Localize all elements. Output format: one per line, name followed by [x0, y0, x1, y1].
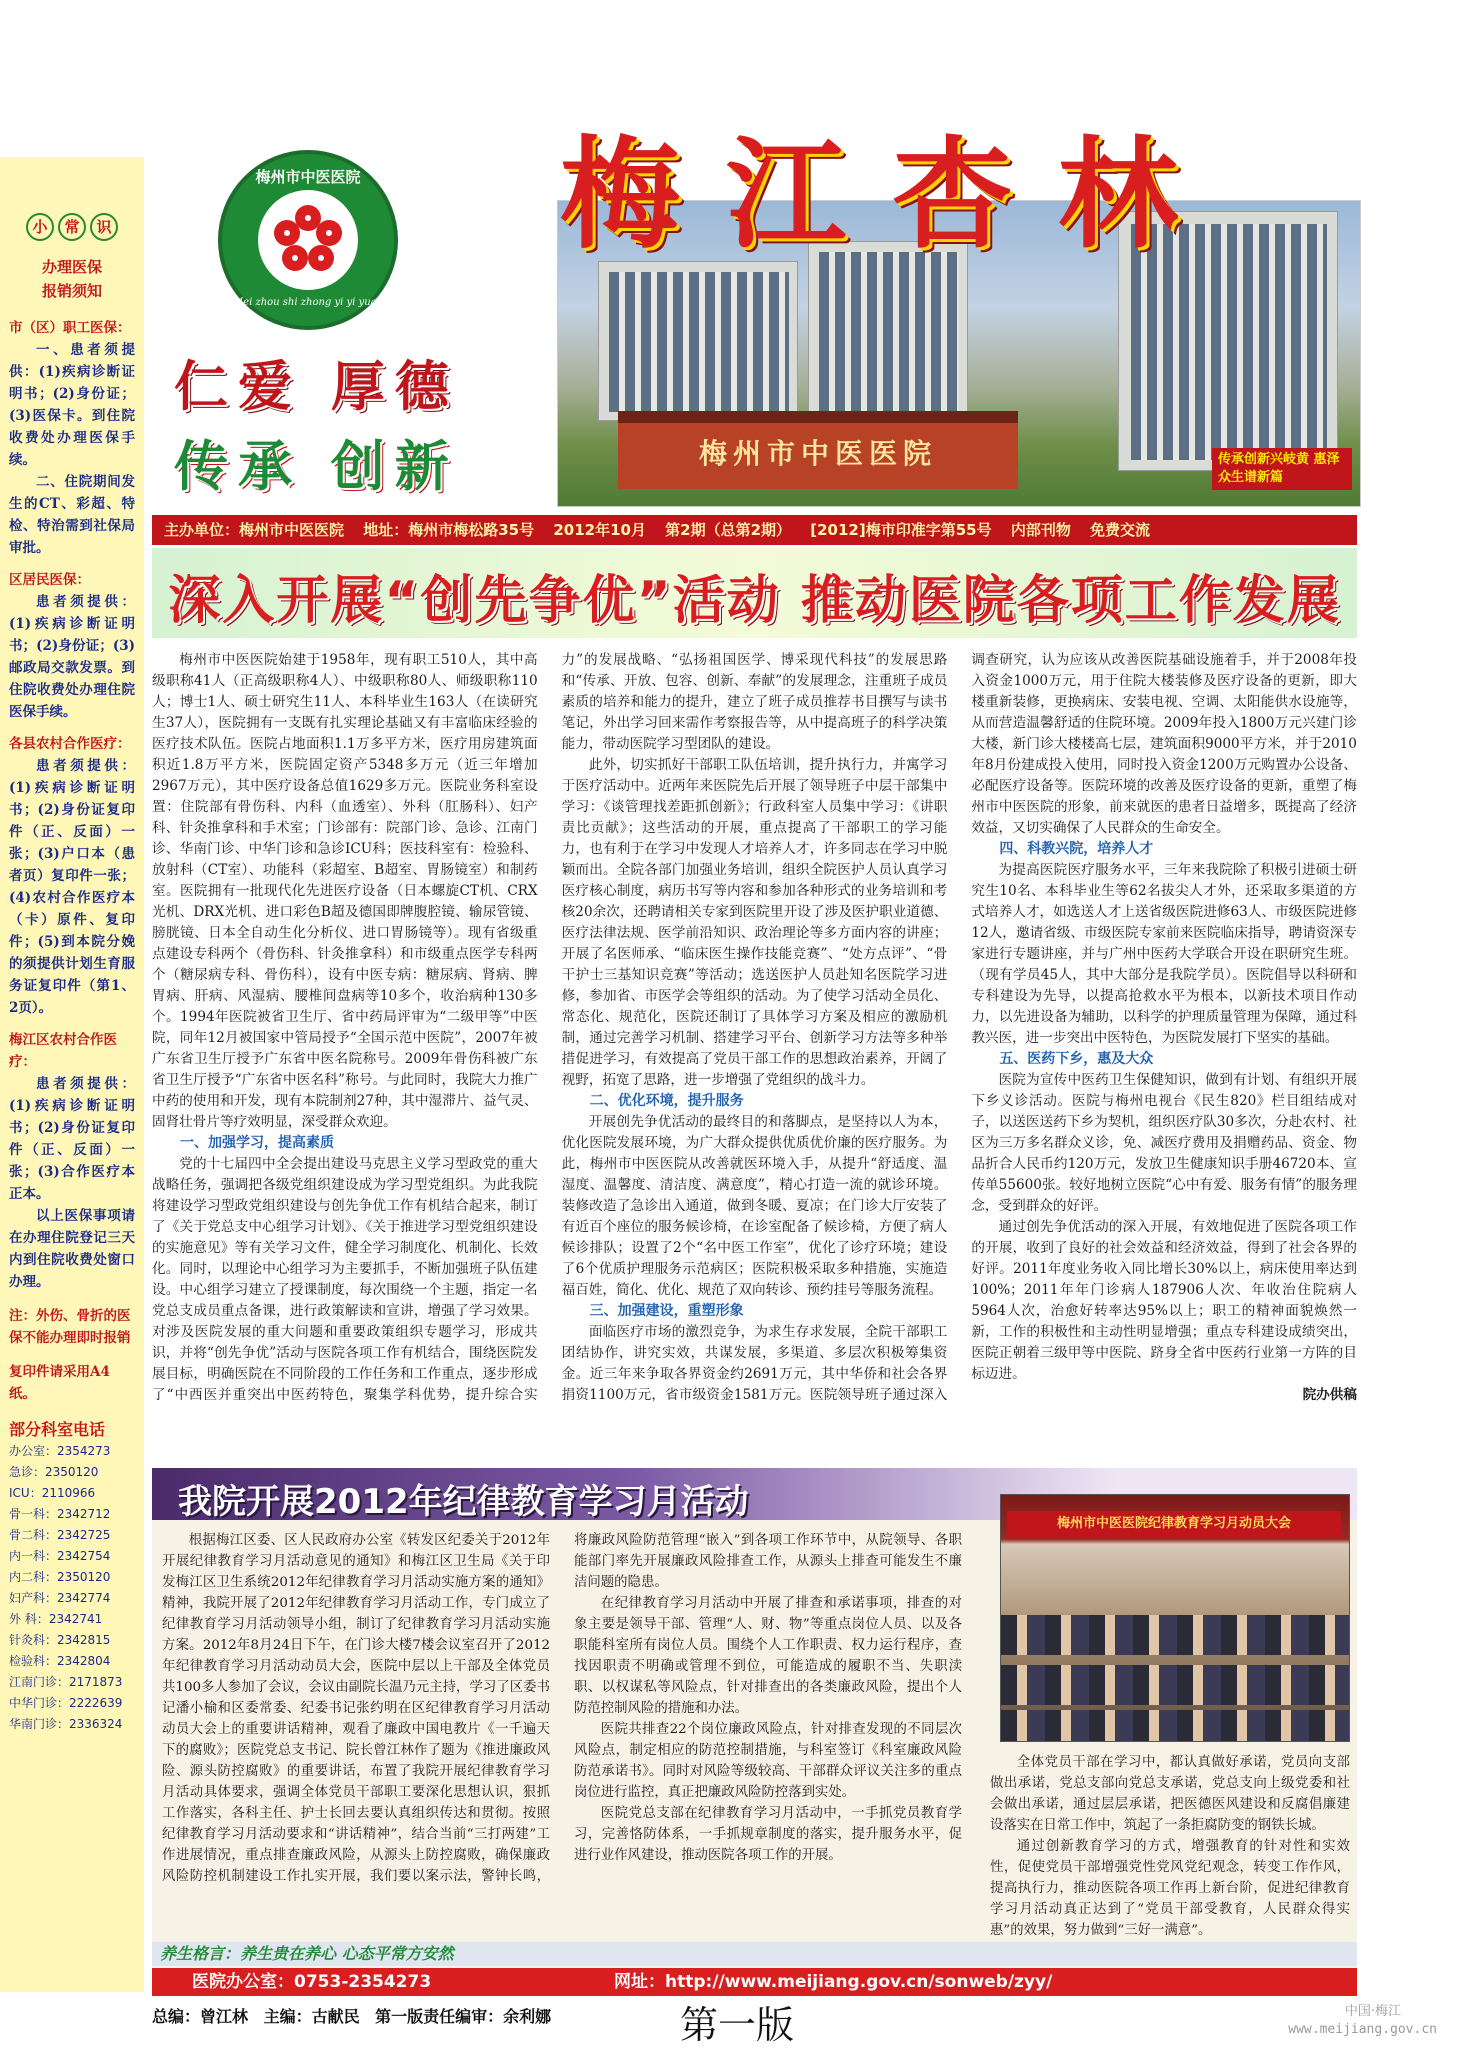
audience-row: [1001, 1665, 1349, 1705]
article-paragraph: 党的十七届四中全会提出建设马克思主义学习型政党的重大战略任务，强调把各级党组织建设成为学习型党组织。为此我院将建设学习型政党组织建设与创先争优工作有机结合起来，制订了《关于党总支中心组学习计划》、《关于推进学习型党组织建设的实施意见》等有关学习文件，健全学习制度化、机制化、长效化。同时，以理论中心组学习为主要抓手，不断加强班子队伍建设。中心组学习建立了授课制度，每次围绕一个主题，指定一名党总支成员重点备课，进行政策解读和宣讲，增强了学习效果。对涉及医院发展的重大问题和重要政策组织专题学习，形成共识，并将“创先争优”活动与医院各项工作有机结合，围绕医院发展目标，明确医院在不同阶段的工作任务和工作重点，逐步形成了“中西医并重突出中医药特色，聚集学科优势，提升综合实力”的发展战略、“弘扬祖国医学、博采现代科技”的发展思路和“传承、开放、包容、创新、奉献”的发展理念，注重班子成员素质的培养和能力的提升，建立了班子成员推荐书目撰写与读书笔记，外出学习回来需作考察报告等，从中提高班子的科学决策能力，带动医院学习型团队的建设。: [152, 652, 948, 1403]
article-subheading: 一、加强学习，提高素质: [180, 1135, 334, 1151]
phone-list: [9, 1441, 135, 1735]
tips-title: 办理医保 报销须知: [41, 258, 102, 300]
contact-bar: [152, 1968, 1357, 1996]
meeting-banner: 梅州市中医医院纪律教育学习月动员大会: [1007, 1511, 1341, 1537]
article-subheading: 三、加强建设，重塑形象: [589, 1303, 744, 1319]
sidebar-tips: [0, 157, 144, 1992]
publication-info-bar: 主办单位：梅州市中医医院 地址：梅州市梅松路35号 2012年10月 第2期（总第2期） [2012]梅市印准字第55号 内部刊物 免费交流: [152, 515, 1357, 545]
phone-entry: 妇产科：2342774: [9, 1591, 111, 1605]
audience-row: [1001, 1615, 1349, 1655]
phone-entry: 办公室：2354273: [9, 1444, 111, 1458]
tips-section-text: 患者须提供：(1)疾病诊断证明书；(2)身份证复印件（正、反面）一张；(3)户口本（患者页）复印件一张；(4)农村合作医疗本（卡）原件、复印件；(5)到本院分娩的须提供计划生育服务证复印件（第1、2页）。: [9, 758, 135, 1016]
tips-section-text: 患者须提供：(1)疾病诊断证明书；(2)身份证；(3)邮政局交款发票。到住院收费处办理住院医保手续。: [9, 594, 135, 720]
website-link[interactable]: 网址：http://www.meijiang.gov.cn/sonweb/zyy/: [614, 1972, 1053, 1992]
article-paragraph: 医院为宣传中医药卫生保健知识，做到有计划、有组织开展下乡义诊活动。医院与梅州电视台《民生820》栏目组结成对子，以送医送药下乡为契机，组织医疗队30多次，分赴农村、社区为三万多名群众义诊，免、减医疗费用及捐赠药品、资金、物品折合人民币约120万元，发放卫生健康知识手册46720本、宣传单55600张。较好地树立医院“心中有爱、服务有情”的服务理念，受到群众的好评。: [971, 1072, 1357, 1214]
article-paragraph: 梅州市中医医院始建于1958年，现有职工510人，其中高级职称41人（正高级职称4人）、中级职称80人、师级职称110人；博士1人、硕士研究生11人、本科毕业生163人（在读研究生37人），医院拥有一支既有扎实理论基础又有丰富临床经验的医疗技术队伍。医院占地面积1.1万多平方米，医疗用房建筑面积近1.8万平方米，医院固定资产5348多万元（近三年增加2967万元），其中医疗设备总值1629多万元。医院业务科室设置：住院部有骨伤科、内科（血透室）、外科（肛肠科）、妇产科、针灸推拿科和手术室；门诊部有：院部门诊、急诊、江南门诊、华南门诊、中华门诊和急诊ICU科；医技科室有：检验科、放射科（CT室）、功能科（彩超室、B超室、胃肠镜室）和制药室。医院拥有一批现代化先进医疗设备（日本螺旋CT机、CRX光机、DRX光机、进口彩色B超及德国即牌腹腔镜、输尿管镜、膀胱镜、日本全自动生化分析仪、进口胃肠镜等）。现有省级重点建设专科两个（骨伤科、针灸推拿科）和市级重点医学专科两个（糖尿病专科、骨伤科），设有中医专病：糖尿病、肾病、脾胃病、肝病、风湿病、腰椎间盘病等10多个，收治病种130多个。1994年医院被省卫生厅、省中药局评审为“二级甲等”中医院，同年12月被国家中管局授予“全国示范中医院”，2007年被广东省卫生厅授予广东省中医名院称号。2009年骨伤科被广东省卫生厅授予“广东省中医名科”称号。与此同时，我院大力推广中药的使用和开发，现有本院制剂27种，其中湿滞片、益气灵、固肾壮骨片等疗效明显，深受群众欢迎。: [152, 652, 538, 1130]
section-article-continued: 全体党员干部在学习中，都认真做好承诺，党员向支部做出承诺，党总支部向党总支承诺，党总支向上级党委和社会做出承诺，通过层层承诺，把医德医风建设和反腐倡廉建设落实在日常工作中，筑起了一条拒腐防变的钢铁长城。 通过创新教育学习的方式，增强教育的针对性和实效性，促使党员干部增强党性党风党纪观念，转变工作作风，提高执行力，推动医院各项工作再上新台阶，促进纪律教育学习月活动真正达到了“党员干部受教育，人民群众得实惠”的效果，努力做到“三好一满意”。: [990, 1752, 1350, 1952]
hospital-logo: [218, 150, 398, 330]
watermark-url: www.meijiang.gov.cn: [1288, 2022, 1437, 2037]
phone-entry: 针灸科：2342815: [9, 1633, 111, 1647]
phone-entry: 内二科：2350120: [9, 1570, 111, 1584]
phone-entry: 检验科：2342804: [9, 1654, 111, 1668]
tips-section-heading: 梅江区农村合作医疗：: [9, 1032, 117, 1070]
logo-en-text: Mei zhou shi zhong yi yi yuan: [232, 297, 384, 308]
lead-headline: 深入开展“创先争优”活动 推动医院各项工作发展: [168, 571, 1341, 631]
article-paragraph: 通过创先争优活动的深入开展，有效地促进了医院各项工作的开展，收到了良好的社会效益和经济效益，得到了社会各界的好评。2011年度业务收入同比增长30%以上，病床使用率达到100%；2011年年门诊病人187906人次、年收治住院病人5964人次，治愈好转率达95%以上；职工的精神面貌焕然一新，工作的积极性和主动性明显增强；重点专科建设成绩突出，医院正朝着三级甲等中医院、跻身全省中医药行业第一方阵的目标迈进。: [971, 1219, 1357, 1382]
phone-entry: 中华门诊：2222639: [9, 1696, 123, 1710]
tips-sections: [9, 317, 135, 1293]
article-paragraph: 为提高医院医疗服务水平，三年来我院除了积极引进硕士研究生10名、本科毕业生等62名拔尖人才外，还采取多渠道的方式培养人才，如选送人才上送省级医院进修63人、市级医院进修12人，邀请省级、市级医院专家前来医院临床指导，聘请资深专家进行专题讲座，并与广州中医药大学联合开设在职研究生班。（现有学员45人，其中大部分是我院学员）。医院倡导以科研和专科建设为先导，以提高抢救水平为根本，以新技术项目作动力，以先进设备为辅助，以科学的护理质量管理为保障，通过科教兴医，进一步突出中医特色，为医院发展打下坚实的基础。: [971, 862, 1357, 1046]
discipline-education-section: [152, 1468, 1357, 1968]
article-paragraph: 面临医疗市场的激烈竞争，为求生存求发展，全院干部职工团结协作，讲究实效，共谋发展，多渠道、多层次积极筹集资金。近三年来争取各界资金约2691万元，其中华侨和社会各界捐资1100万元，省市级资金1581万元。医院领导班子通过深入调查研究，认为应该从改善医院基础设施着手，并于2008年投入资金1000万元，用于住院大楼装修及医疗设备的更新，即大楼重新装修，更换病床、安装电视、空调、太阳能供水设施等，从而营造温馨舒适的住院环境。2009年投入1800万元兴建门诊大楼，新门诊大楼楼高七层，建筑面积9000平方米，并于2010年8月份建成投入使用，同时投入资金1200万元购置办公设备、必配医疗设备等。医院环境的改善及医疗设备的更新，重塑了梅州市中医医院的形象，前来就医的患者日益增多，既提高了经济效益，又切实确保了人民群众的生命安全。: [561, 652, 1357, 1403]
section-title: 我院开展2012年纪律教育学习月活动: [178, 1482, 749, 1522]
section-article: 根据梅江区委、区人民政府办公室《转发区纪委关于2012年开展纪律教育学习月活动意见的通知》和梅江区卫生局《关于印发梅江区卫生系统2012年纪律教育学习月活动实施方案的通知》精神，我院开展了2012年纪律教育学习月活动工作，专门成立了纪律教育学习月活动领导小组，制订了纪律教育学习月活动实施方案。2012年8月24日下午，在门诊大楼7楼会议室召开了2012年纪律教育学习月活动动员大会，医院中层以上干部及全体党员共100多人参加了会议，会议由副院长温乃元主持，学习了区委书记潘小榆和区委常委、纪委书记张约明在区纪律教育学习月活动动员大会上的重要讲话精神，观看了廉政中国电教片《一千遍天下的腐败》；医院党总支书记、院长曾江林作了题为《推进廉政风险、源头防控腐败》的重要讲话，布置了我院开展纪律教育学习月活动具体要求，强调全体党员干部职工要深化思想认识，狠抓工作落实，各科主任、护士长回去要认真组织传达和贯彻。按照纪律教育学习月活动要求和“讲话精神”，结合当前“三打两建”工作进展情况，重点排查廉政风险，从源头上防控腐败，确保廉政风险防控机制建设工作扎实开展，我们要以案示法，警钟长鸣，将廉政风险防范管理“嵌入”到各项工作环节中，从院领导、各职能部门率先开展廉政风险排查工作，从源头上排查可能发生不廉洁问题的隐患。 在纪律教育学习月活动中开展了排查和承诺事项，排查的对象主要是领导干部、管理“人、财、物”等重点岗位人员、以及各职能科室所有岗位人员。围绕个人工作职责、权力运行程序，查找因职责不明确或管理不到位，可能造成的履职不当、失职渎职、以权谋私等风险点，针对排查出的各类廉政风险，提出个人防范控制风险的措施和办法。 医院共排查22个岗位廉政风险点，针对排查发现的不同层次风险点，制定相应的防范控制措施，与科室签订《科室廉政风险防范承诺书》。同时对风险等级较高、干部群众评议关注多的重点岗位进行监控，真正把廉政风险防控落到实处。 医院党总支部在纪律教育学习月活动中，一手抓党员教育学习，完善恪防体系，一手抓规章制度的落实，提升服务水平，促进行业作风建设，推动医院各项工作的开展。: [162, 1533, 962, 1884]
tips-section-text: 患者须提供：(1)疾病诊断证明书；(2)身份证复印件（正、反面）一张；(3)合作医疗本正本。: [9, 1076, 135, 1202]
article-byline: 院办供稿: [1302, 1387, 1357, 1403]
watermark-text: 中国·梅江: [1344, 2004, 1401, 2019]
masthead-title: 梅江杏林: [560, 124, 1224, 265]
article-subheading: 五、医药下乡，惠及大众: [999, 1051, 1154, 1067]
slogan-1: 仁爱 厚德: [174, 355, 459, 418]
edition-label: 第一版: [680, 2003, 795, 2047]
phone-entry: 内一科：2342754: [9, 1549, 111, 1563]
phone-entry: 华南门诊：2336324: [9, 1717, 123, 1731]
phone-entry: 外 科：2342741: [9, 1612, 103, 1626]
health-motto: 养生格言：养生贵在养心 心态平常方安然: [152, 1942, 1357, 1966]
tips-section-heading: 区居民医保：: [9, 572, 90, 588]
tips-section-text: 以上医保事项请在办理住院登记三天内到住院收费处窗口办理。: [9, 1208, 135, 1290]
editor-credits: 总编：曾江林 主编：古献民 第一版责任编审：余利娜: [152, 2007, 552, 2026]
article-subheading: 二、优化环境，提升服务: [589, 1093, 744, 1109]
phone-entry: 骨一科：2342712: [9, 1507, 111, 1521]
building-left: [598, 261, 798, 421]
phone-entry: 骨二科：2342725: [9, 1528, 111, 1542]
slogan-2: 传承 创新: [174, 435, 459, 498]
tips-section-heading: 市（区）职工医保：: [9, 320, 131, 336]
article-paragraph: 开展创先争优活动的最终目的和落脚点，是坚持以人为本，优化医院发展环境，为广大群众提供优质优价廉的医疗服务。为此，梅州市中医医院从改善就医环境入手，从提升“舒适度、温湿度、温馨度、清洁度、满意度”，精心打造一流的就诊环境。装修改造了急诊出入通道，做到冬暖、夏凉；在门诊大厅安装了有近百个座位的服务候诊椅，在诊室配备了候诊椅，方便了病人候诊排队；设置了2个“名中医工作室”，优化了诊疗环境；建设了6个优质护理服务示范病区；医院积极采取多种措施，实施造福百姓，简化、优化、规范了双向转诊、预约挂号等服务流程。: [561, 1114, 948, 1298]
article-paragraph: 此外，切实抓好干部职工队伍培训，提升执行力，并寓学习于医疗活动中。近两年来医院先后开展了领导班子中层干部集中学习：《谈管理找差距抓创新》；行政科室人员集中学习：《讲职责比贡献》；这些活动的开展，重点提高了干部职工的学习能力，也有利于在学习中发现人才培养人才，许多同志在学习中脱颖而出。全院各部门加强业务培训，组织全院医护人员认真学习医疗核心制度，病历书写等内容和参加各种形式的业务培训和考核20余次，还聘请相关专家到医院里开设了涉及医护职业道德、医疗法律法规、医学前沿知识、政治理论等多方面内容的讲座；开展了名医师承、“临床医生操作技能竞赛”、“处方点评”、“骨干护士三基知识竞赛”等活动；选送医护人员赴知名医院学习进修，参加省、市医学会等组织的活动。为了使学习活动全员化、常态化、规范化，医院还制订了具体学习方案及相应的激励机制，通过完善学习机制、搭建学习平台、创新学习方法等多种举措促进学习，有效提高了党员干部工作的思想政治素养，开阔了视野，拓宽了思路，进一步增强了党组织的战斗力。: [561, 757, 948, 1088]
lead-article: [152, 650, 1357, 1465]
phone-entry: ICU：2110966: [9, 1486, 96, 1500]
phone-entry: 江南门诊：2171873: [9, 1675, 123, 1689]
tips-note-a4: 复印件请采用A4纸。: [9, 1364, 110, 1402]
tips-note-injury: 注：外伤、骨折的医保不能办理即时报销: [9, 1308, 131, 1346]
plum-blossom-icon: [258, 190, 358, 290]
tips-section-text: 一、患者须提供：(1)疾病诊断证明书；(2)身份证；(3)医保卡。到住院收费处办理医保手续。: [9, 342, 135, 468]
tips-section-text: 二、住院期间发生的CT、彩超、特检、特治需到社保局审批。: [9, 474, 135, 556]
hospital-gate: 梅州市中医医院: [618, 411, 1018, 489]
tips-badge: 小 常 识: [9, 213, 135, 241]
meeting-photo: [1000, 1494, 1350, 1742]
office-phone: 医院办公室：0753-2354273: [192, 1972, 432, 1992]
tips-section-heading: 各县农村合作医疗：: [9, 736, 131, 752]
phones-heading: 部分科室电话: [9, 1420, 106, 1439]
phone-entry: 急诊：2350120: [9, 1465, 99, 1479]
logo-ring-text: 梅州市中医医院: [255, 168, 361, 186]
article-subheading: 四、科教兴院，培养人才: [999, 841, 1154, 857]
photo-caption: 传承创新兴岐黄 惠泽众生谱新篇: [1212, 448, 1352, 490]
audience-row: [1001, 1710, 1349, 1742]
